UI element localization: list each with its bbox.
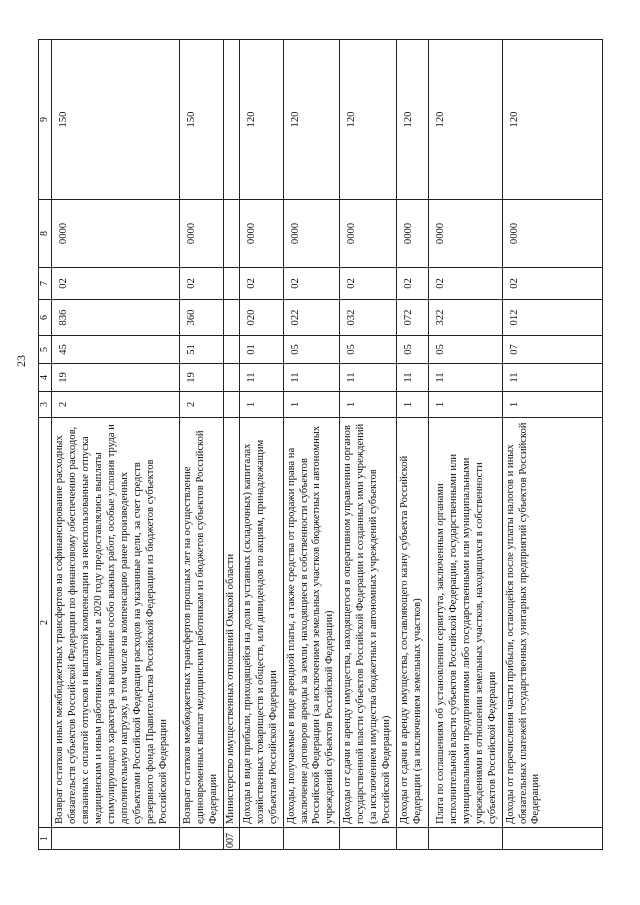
row-description: Доходы от сдачи в аренду имущества, составляющего казну субъекта Российской Федерации (за исключением земельных участков) — [397, 418, 429, 828]
table-row — [239, 40, 283, 850]
code-cell: 012 — [502, 300, 602, 336]
code-cell: 05 — [429, 336, 503, 364]
header-cell: 3 — [39, 392, 52, 418]
code-cell: 0000 — [239, 200, 283, 268]
code-cell: 11 — [283, 364, 340, 392]
code-cell: 0000 — [180, 200, 224, 268]
table-row — [397, 40, 429, 850]
table-row — [52, 40, 180, 850]
code-cell: 120 — [283, 40, 340, 200]
code-cell: 02 — [283, 268, 340, 300]
code-cell: 120 — [239, 40, 283, 200]
section-code — [502, 828, 602, 850]
code-cell — [223, 392, 239, 418]
table-row — [340, 40, 397, 850]
code-cell: 150 — [180, 40, 224, 200]
code-cell: 02 — [502, 268, 602, 300]
code-cell — [223, 364, 239, 392]
table-row — [223, 40, 239, 850]
code-cell: 0000 — [283, 200, 340, 268]
code-cell: 45 — [52, 336, 180, 364]
code-cell: 836 — [52, 300, 180, 336]
code-cell — [223, 300, 239, 336]
row-description: Доходы от перечисления части прибыли, остающейся после уплаты налогов и иных обязательных платежей государственных унитарных предприятий субъектов Российской Федерации — [502, 418, 602, 828]
code-cell: 020 — [239, 300, 283, 336]
code-cell: 11 — [239, 364, 283, 392]
table-row — [180, 40, 224, 850]
section-code — [340, 828, 397, 850]
code-cell: 0000 — [340, 200, 397, 268]
code-cell: 07 — [502, 336, 602, 364]
code-cell — [223, 336, 239, 364]
code-cell: 19 — [180, 364, 224, 392]
code-cell: 19 — [52, 364, 180, 392]
revenue-codes-table — [38, 39, 603, 850]
code-cell: 05 — [283, 336, 340, 364]
code-cell: 1 — [502, 392, 602, 418]
section-code — [239, 828, 283, 850]
code-cell: 02 — [180, 268, 224, 300]
code-cell: 1 — [340, 392, 397, 418]
section-code — [283, 828, 340, 850]
header-cell: 1 — [39, 828, 52, 850]
code-cell: 120 — [429, 40, 503, 200]
code-cell: 02 — [239, 268, 283, 300]
code-cell: 11 — [340, 364, 397, 392]
code-cell: 322 — [429, 300, 503, 336]
rotated-page — [38, 40, 603, 850]
section-code: 007 — [223, 828, 239, 850]
code-cell — [223, 200, 239, 268]
code-cell: 02 — [397, 268, 429, 300]
code-cell: 0000 — [397, 200, 429, 268]
header-cell: 5 — [39, 336, 52, 364]
code-cell: 05 — [340, 336, 397, 364]
code-cell: 11 — [502, 364, 602, 392]
code-cell: 11 — [429, 364, 503, 392]
header-cell: 9 — [39, 40, 52, 200]
code-cell: 2 — [52, 392, 180, 418]
code-cell: 1 — [397, 392, 429, 418]
header-cell: 8 — [39, 200, 52, 268]
section-code — [397, 828, 429, 850]
row-description: Доходы от сдачи в аренду имущества, находящегося в оперативном управлении органов государственной власти субъектов Российской Федерации и созданных ими учреждений (за исключением имущества бюджетных и автономных учреждений субъектов Российской Федерации) — [340, 418, 397, 828]
row-description: Возврат остатков межбюджетных трансфертов прошлых лет на осуществление единовременных выплат медицинским работникам из бюджетов субъектов Российской Федерации — [180, 418, 224, 828]
code-cell: 120 — [340, 40, 397, 200]
code-cell: 022 — [283, 300, 340, 336]
row-description: Министерство имущественных отношений Омской области — [223, 418, 239, 828]
section-code — [52, 828, 180, 850]
table-row — [429, 40, 503, 850]
code-cell: 150 — [52, 40, 180, 200]
code-cell: 51 — [180, 336, 224, 364]
code-cell — [223, 268, 239, 300]
code-cell: 360 — [180, 300, 224, 336]
code-cell: 032 — [340, 300, 397, 336]
header-cell: 6 — [39, 300, 52, 336]
table-row — [502, 40, 602, 850]
code-cell: 01 — [239, 336, 283, 364]
code-cell: 02 — [340, 268, 397, 300]
code-cell: 0000 — [429, 200, 503, 268]
row-description: Плата по соглашениям об установлении сервитута, заключенным органами исполнительной власти субъектов Российской Федерации, государственными или муниципальными предприятиями либо государственными или муниципальными учреждениями в отношении земельных участков, находящихся в собственности субъектов Российской Федерации — [429, 418, 503, 828]
row-description: Доходы, получаемые в виде арендной платы, а также средства от продажи права на заключение договоров аренды за земли, находящиеся в собственности субъектов Российской Федерации (за исключением земельных участков бюджетных и автономных учреждений субъектов Российской Федерации) — [283, 418, 340, 828]
code-cell: 1 — [239, 392, 283, 418]
code-cell: 0000 — [502, 200, 602, 268]
code-cell: 0000 — [52, 200, 180, 268]
header-cell: 4 — [39, 364, 52, 392]
section-code — [180, 828, 224, 850]
code-cell: 1 — [283, 392, 340, 418]
page-number: 23 — [14, 355, 28, 367]
code-cell: 2 — [180, 392, 224, 418]
code-cell: 11 — [397, 364, 429, 392]
row-description: Доходы в виде прибыли, приходящейся на доли в уставных (складочных) капиталах хозяйственных товариществ и обществ, или дивидендов по акциям, принадлежащим субъектам Российской Федерации — [239, 418, 283, 828]
row-description: Возврат остатков иных межбюджетных трансфертов на софинансирование расходных обязательств субъектов Российской Федерации по финансовому обеспечению расходов, связанных с оплатой отпусков и выплатой компенсации за неиспользованные отпуска медицинским и иным работникам, которым в 2020 году предоставлялись выплаты стимулирующего характера за выполнение особо важных работ, особые условия труда и дополнительную нагрузку, в том числе на компенсацию ранее произведенных субъектами Российской Федерации расходов на указанные цели, за счет средств резервного фонда Правительства Российской Федерации из бюджетов субъектов Российской Федерации — [52, 418, 180, 828]
section-code — [429, 828, 503, 850]
code-cell — [223, 40, 239, 200]
table-row — [283, 40, 340, 850]
code-cell: 02 — [429, 268, 503, 300]
code-cell: 05 — [397, 336, 429, 364]
header-cell: 2 — [39, 418, 52, 828]
header-cell: 7 — [39, 268, 52, 300]
code-cell: 072 — [397, 300, 429, 336]
code-cell: 120 — [397, 40, 429, 200]
code-cell: 1 — [429, 392, 503, 418]
header-row — [39, 40, 52, 850]
code-cell: 120 — [502, 40, 602, 200]
code-cell: 02 — [52, 268, 180, 300]
